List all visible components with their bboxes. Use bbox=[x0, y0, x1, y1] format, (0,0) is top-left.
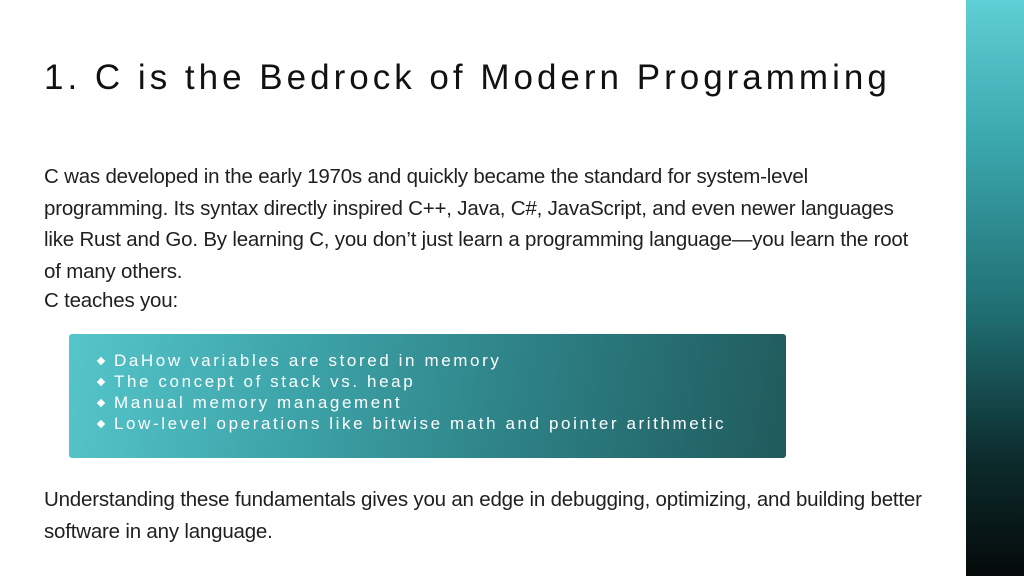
diamond-bullet-icon bbox=[97, 356, 105, 364]
teaches-label: C teaches you: bbox=[44, 289, 178, 312]
diamond-bullet-icon bbox=[97, 377, 105, 385]
diamond-bullet-icon bbox=[97, 398, 105, 406]
list-item bbox=[96, 371, 726, 392]
list-item bbox=[96, 413, 726, 434]
slide-title: 1. C is the Bedrock of Modern Programming bbox=[44, 58, 891, 97]
list-item-text: Manual memory management bbox=[114, 393, 403, 412]
decorative-gradient-band bbox=[966, 0, 1024, 576]
diamond-bullet-icon bbox=[97, 419, 105, 427]
list-item bbox=[96, 350, 726, 371]
list-item-text: The concept of stack vs. heap bbox=[114, 372, 416, 391]
intro-text: C was developed in the early 1970s and quickly became the standard for system-level programming. Its syntax directly inspired C++, Java, C#, JavaScript, and even newer languages like Rust and Go. By learning C, you don’t just learn a programming language—you learn the root of many others. bbox=[44, 165, 909, 283]
intro-paragraph bbox=[44, 161, 924, 287]
list-item-text: DaHow variables are stored in memory bbox=[114, 351, 502, 370]
list-item bbox=[96, 392, 726, 413]
bullet-list bbox=[96, 350, 726, 434]
bullet-list-box bbox=[69, 334, 786, 458]
list-item-text: Low-level operations like bitwise math and pointer arithmetic bbox=[114, 414, 727, 433]
closing-text: Understanding these fundamentals gives you an edge in debugging, optimizing, and building better software in any language. bbox=[44, 488, 922, 543]
closing-paragraph bbox=[44, 484, 924, 547]
